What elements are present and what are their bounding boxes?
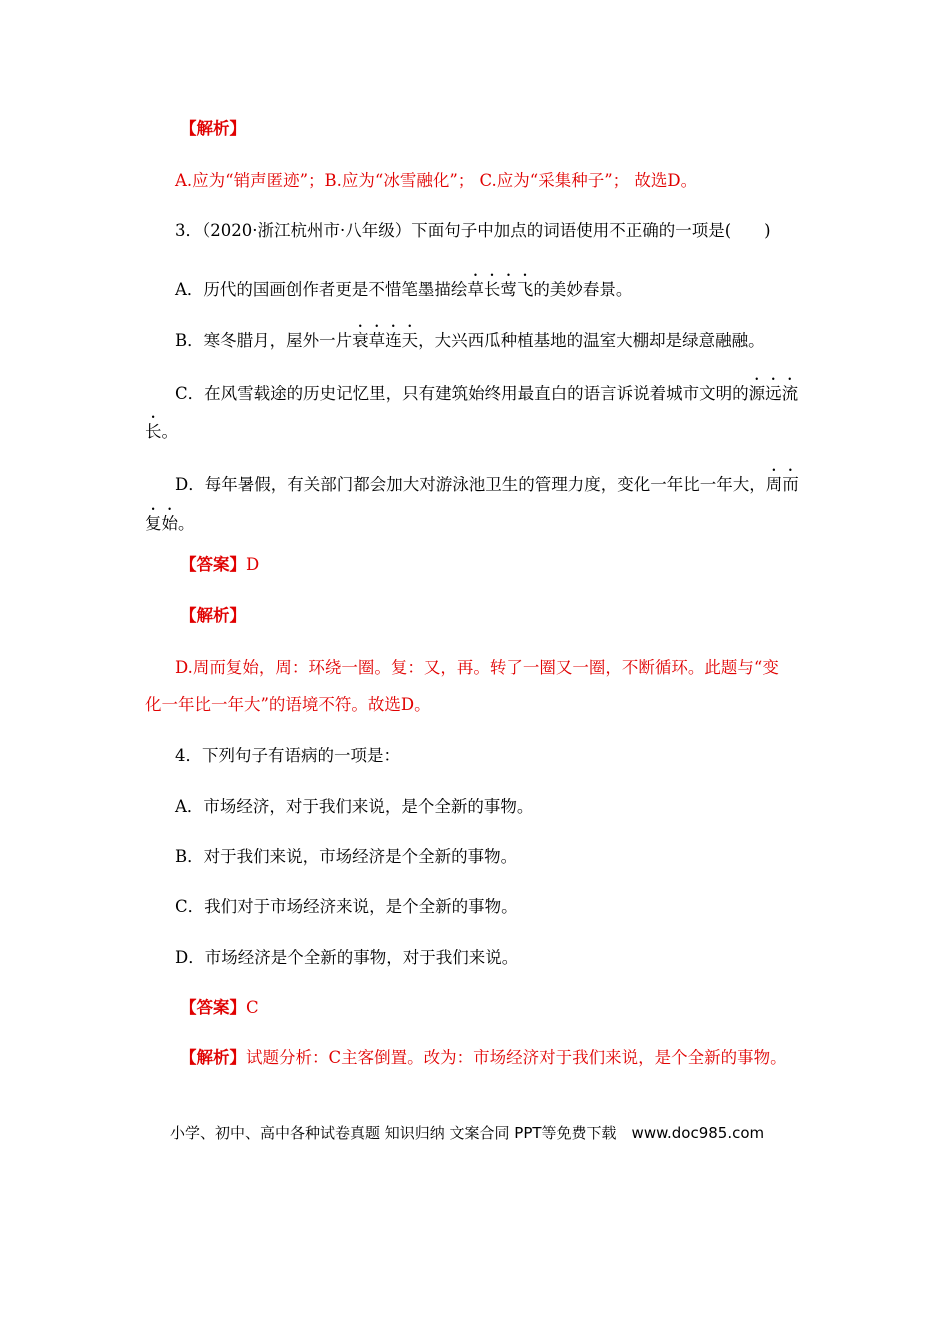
q3-answer <box>180 554 259 576</box>
q4-stem: 4．下列句子有语病的一项是： <box>175 746 400 765</box>
q4-answer <box>180 997 259 1019</box>
q3-option-d-line1 <box>175 466 799 496</box>
q3-option-a <box>175 271 632 301</box>
q3-answer-value: D <box>246 555 260 574</box>
q4-option-c: C．我们对于市场经济来说，是个全新的事物。 <box>175 897 518 916</box>
q4-option-b: B．对于我们来说，市场经济是个全新的事物。 <box>175 847 518 866</box>
q3-option-d-line2 <box>145 505 195 535</box>
q4-answer-tag: 【答案】 <box>180 998 246 1017</box>
q3-option-b-dotted: 衰草连天 <box>352 331 419 350</box>
q3-jiexi-line2: 化一年比一年大”的语境不符。故选D。 <box>145 695 431 714</box>
q3-option-b <box>175 322 765 352</box>
q3-option-d-dotted-1: 周而 <box>765 475 799 494</box>
q2-jiexi-text: A.应为“销声匿迹”；B.应为“冰雪融化”； C.应为“采集种子”； 故选D。 <box>175 171 698 190</box>
q3-jiexi-line1: D.周而复始，周：环绕一圈。复：又，再。转了一圈又一圈，不断循环。此题与“变 <box>175 658 779 677</box>
q3-option-a-pre: A．历代的国画创作者更是不惜笔墨描绘 <box>175 280 468 299</box>
q3-option-c-post: 。 <box>161 422 178 441</box>
q3-option-a-dotted: 草长莺飞 <box>467 280 534 299</box>
q2-jiexi-tag: 【解析】 <box>180 119 246 138</box>
q4-jiexi-text: 试题分析：C主客倒置。改为：市场经济对于我们来说，是个全新的事物。 <box>246 1048 787 1067</box>
q3-option-c-line2 <box>145 413 178 443</box>
q3-option-c-line1 <box>175 375 798 405</box>
page-footer: 小学、初中、高中各种试卷真题 知识归纳 文案合同 PPT等免费下载 www.doc985.com <box>170 1124 765 1142</box>
q4-jiexi-tag: 【解析】 <box>180 1048 246 1067</box>
q3-option-c-pre: C．在风雪载途的历史记忆里，只有建筑始终用最直白的语言诉说着城市文明的 <box>175 384 749 403</box>
q3-answer-tag: 【答案】 <box>180 555 246 574</box>
q3-option-c-dotted-2: 长 <box>145 422 162 441</box>
q4-option-d: D．市场经济是个全新的事物，对于我们来说。 <box>175 948 519 967</box>
q4-answer-value: C <box>246 998 259 1017</box>
q3-option-b-pre: B．寒冬腊月，屋外一片 <box>175 331 353 350</box>
q4-option-a: A．市场经济，对于我们来说，是个全新的事物。 <box>175 797 534 816</box>
q3-option-d-dotted-2: 复始 <box>145 514 178 533</box>
q3-option-d-pre: D．每年暑假，有关部门都会加大对游泳池卫生的管理力度，变化一年比一年大， <box>175 475 766 494</box>
q3-jiexi-tag: 【解析】 <box>180 606 246 625</box>
q4-jiexi <box>180 1047 787 1069</box>
q3-option-a-post: 的美妙春景。 <box>533 280 633 299</box>
q3-option-b-post: ，大兴西瓜种植基地的温室大棚却是绿意融融。 <box>418 331 765 350</box>
q3-option-d-post: 。 <box>178 514 195 533</box>
q3-option-c-dotted-1: 源远流 <box>748 384 799 403</box>
q3-stem: 3．（2020·浙江杭州市·八年级）下面句子中加点的词语使用不正确的一项是( ) <box>175 221 771 240</box>
